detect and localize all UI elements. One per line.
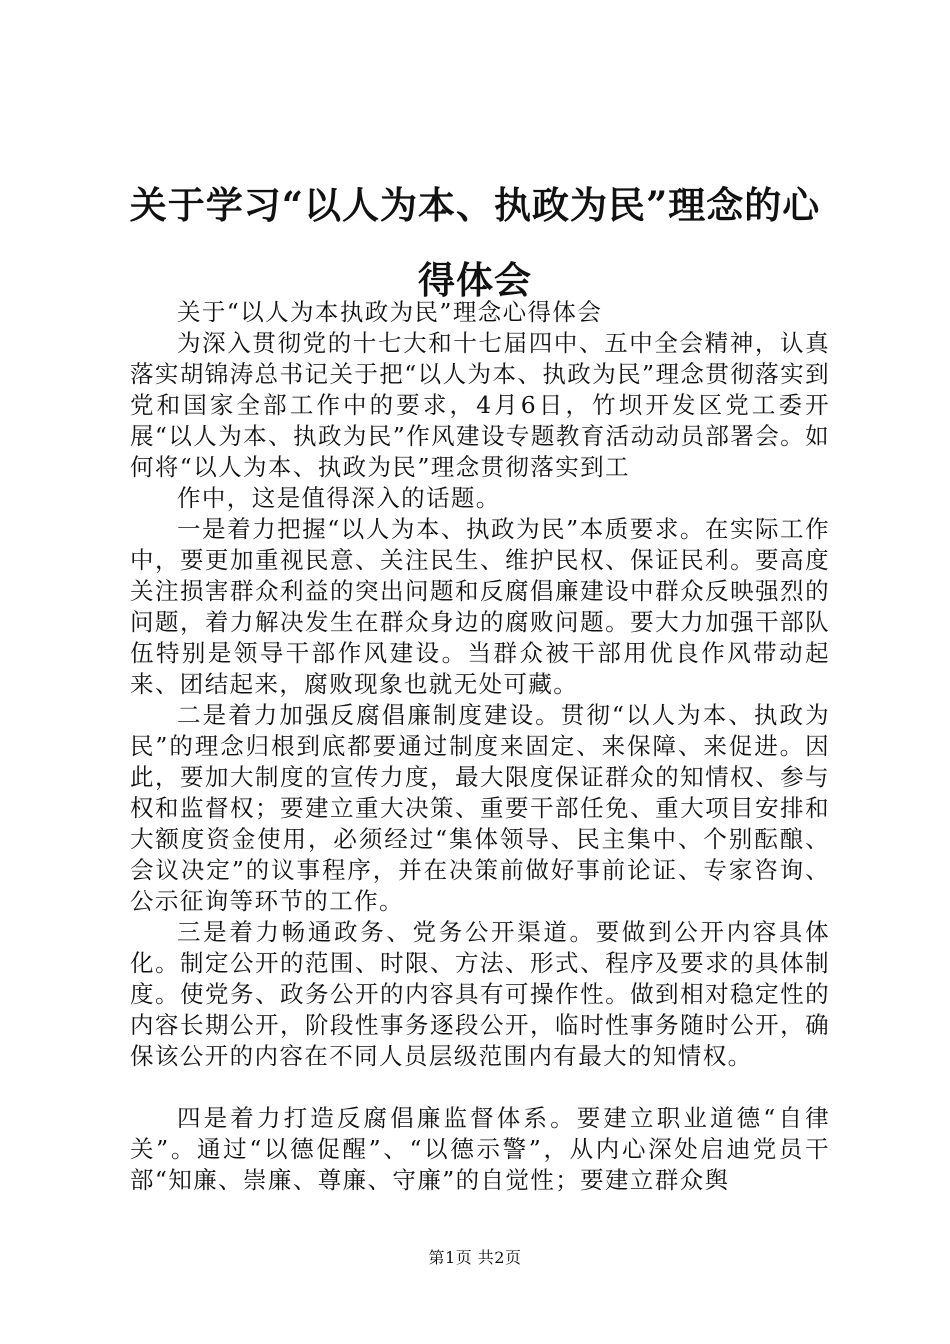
- paragraph-intro-continued: 作中，这是值得深入的话题。: [177, 484, 501, 512]
- document-title: 关于学习“以人为本、执政为民”理念的心得体会: [129, 183, 821, 302]
- paragraph-subtitle: 关于“以人为本执政为民”理念心得体会: [177, 298, 603, 326]
- document-body: [130, 297, 830, 1196]
- paragraph-point-four: 四是着力打造反腐倡廉监督体系。要建立职业道德“自律关”。通过“以德促醒”、“以德示警”，从内心深处启迪党员干部“知廉、崇廉、尊廉、守廉”的自觉性；要建立群众舆: [130, 1104, 830, 1194]
- paragraph-intro: 为深入贯彻党的十七大和十七届四中、五中全会精神，认真落实胡锦涛总书记关于把“以人为本、执政为民”理念贯彻落实到党和国家全部工作中的要求，4月6日，竹坝开发区党工委开展“以人为本、执政为民”作风建设专题教育活动动员部署会。如何将“以人为本、执政为民”理念贯彻落实到工: [130, 329, 830, 481]
- page-number-footer: 第1页 共2页: [428, 1248, 522, 1267]
- paragraph-point-two: 二是着力加强反腐倡廉制度建设。贯彻“以人为本、执政为民”的理念归根到底都要通过制度来固定、来保障、来促进。因此，要加大制度的宣传力度，最大限度保证群众的知情权、参与权和监督权；要建立重大决策、重要干部任免、重大项目安排和大额度资金使用，必须经过“集体领导、民主集中、个别酝酿、会议决定”的议事程序，并在决策前做好事前论证、专家咨询、公示征询等环节的工作。: [130, 701, 830, 915]
- paragraph-point-three: 三是着力畅通政务、党务公开渠道。要做到公开内容具体化。制定公开的范围、时限、方法、形式、程序及要求的具体制度。使党务、政务公开的内容具有可操作性。做到相对稳定性的内容长期公开，阶段性事务逐段公开，临时性事务随时公开，确保该公开的内容在不同人员层级范围内有最大的知情权。: [130, 918, 830, 1070]
- paragraph-point-one: 一是着力把握“以人为本、执政为民”本质要求。在实际工作中，要更加重视民意、关注民生、维护民权、保证民利。要高度关注损害群众利益的突出问题和反腐倡廉建设中群众反映强烈的问题，着力解决发生在群众身边的腐败问题。要大力加强干部队伍特别是领导干部作风建设。当群众被干部用优良作风带动起来、团结起来，腐败现象也就无处可藏。: [130, 515, 830, 698]
